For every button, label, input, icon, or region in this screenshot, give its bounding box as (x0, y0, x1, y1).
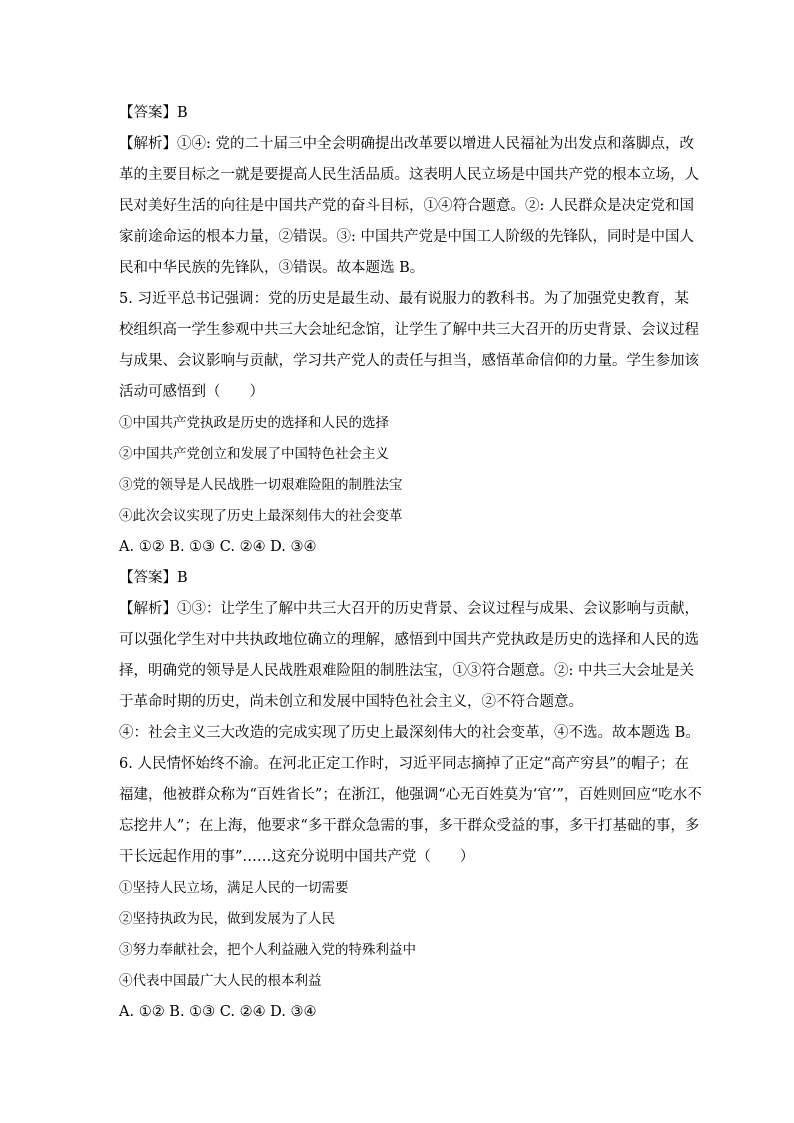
q5-option: ②中国共产党创立和发展了中国特色社会主义 (119, 446, 389, 462)
q6-option: ④代表中国最广大人民的根本利益 (119, 973, 322, 989)
q4-analysis-line: 民对美好生活的向往是中国共产党的奋斗目标，①④符合题意。②: 人民群众是决定党和国 (119, 198, 694, 214)
q6-stem-line: 6. 人民情怀始终不渝。在河北正定工作时，习近平同志摘掉了正定“高产穷县”的帽子；在 (119, 756, 689, 772)
q5-stem-line: 与成果、会议影响与贡献，学习共产党人的责任与担当，感悟革命信仰的力量。学生参加该 (119, 353, 699, 369)
q5-analysis-line: 【解析】①③：让学生了解中共三大召开的历史背景、会议过程与成果、会议影响与贡献， (119, 601, 699, 617)
q5-analysis-line: ④：社会主义三大改造的完成实现了历史上最深刻伟大的社会变革，④不选。故本题选 B。 (119, 725, 700, 741)
q5-analysis-line: 可以强化学生对中共执政地位确立的理解，感悟到中国共产党执政是历史的选择和人民的选 (119, 632, 699, 648)
q5-analysis-line: 择，明确党的领导是人民战胜艰难险阻的制胜法宝，①③符合题意。②: 中共三大会址是关 (119, 663, 694, 679)
q6-option: ②坚持执政为民，做到发展为了人民 (119, 911, 335, 927)
q4-answer: 【答案】B (119, 105, 188, 121)
q6-option: ③努力奉献社会，把个人利益融入党的特殊利益中 (119, 942, 416, 958)
q6-option: ①坚持人民立场，满足人民的一切需要 (119, 880, 349, 896)
q6-stem-line: 忘挖井人”；在上海，他要求“多干群众急需的事，多干群众受益的事，多干打基础的事，多 (119, 818, 700, 834)
q5-choices: A. ①② B. ①③ C. ②④ D. ③④ (119, 539, 317, 555)
q4-analysis-line: 家前途命运的根本力量，②错误。③: 中国共产党是中国工人阶级的先锋队，同时是中国人 (119, 229, 694, 245)
q5-stem-line: 校组织高一学生参观中共三大会址纪念馆，让学生了解中共三大召开的历史背景、会议过程 (119, 322, 699, 338)
q5-option: ③党的领导是人民战胜一切艰难险阻的制胜法宝 (119, 477, 403, 493)
q6-stem-line: 干长远起作用的事”……这充分说明中国共产党（ ） (119, 849, 475, 865)
q5-analysis-line: 于革命时期的历史，尚未创立和发展中国特色社会主义，②不符合题意。 (119, 694, 583, 710)
q5-stem-line: 活动可感悟到（ ） (119, 384, 264, 400)
q4-analysis-line: 【解析】①④: 党的二十届三中全会明确提出改革要以增进人民福祉为出发点和落脚点，改 (119, 136, 694, 152)
q4-analysis-line: 民和中华民族的先锋队，③错误。故本题选 B。 (119, 260, 425, 276)
q6-choices: A. ①② B. ①③ C. ②④ D. ③④ (119, 1004, 317, 1020)
q5-answer: 【答案】B (119, 570, 188, 586)
q5-option: ④此次会议实现了历史上最深刻伟大的社会变革 (119, 508, 403, 524)
q5-option: ①中国共产党执政是历史的选择和人民的选择 (119, 415, 389, 431)
q6-stem-line: 福建，他被群众称为“百姓省长”；在浙江，他强调“心无百姓莫为‘官’”，百姓则回应“吃水不 (119, 787, 702, 803)
q5-stem-line: 5. 习近平总书记强调：党的历史是最生动、最有说服力的教科书。为了加强党史教育，某 (119, 291, 689, 307)
q4-analysis-line: 革的主要目标之一就是要提高人民生活品质。这表明人民立场是中国共产党的根本立场，人 (119, 167, 699, 183)
